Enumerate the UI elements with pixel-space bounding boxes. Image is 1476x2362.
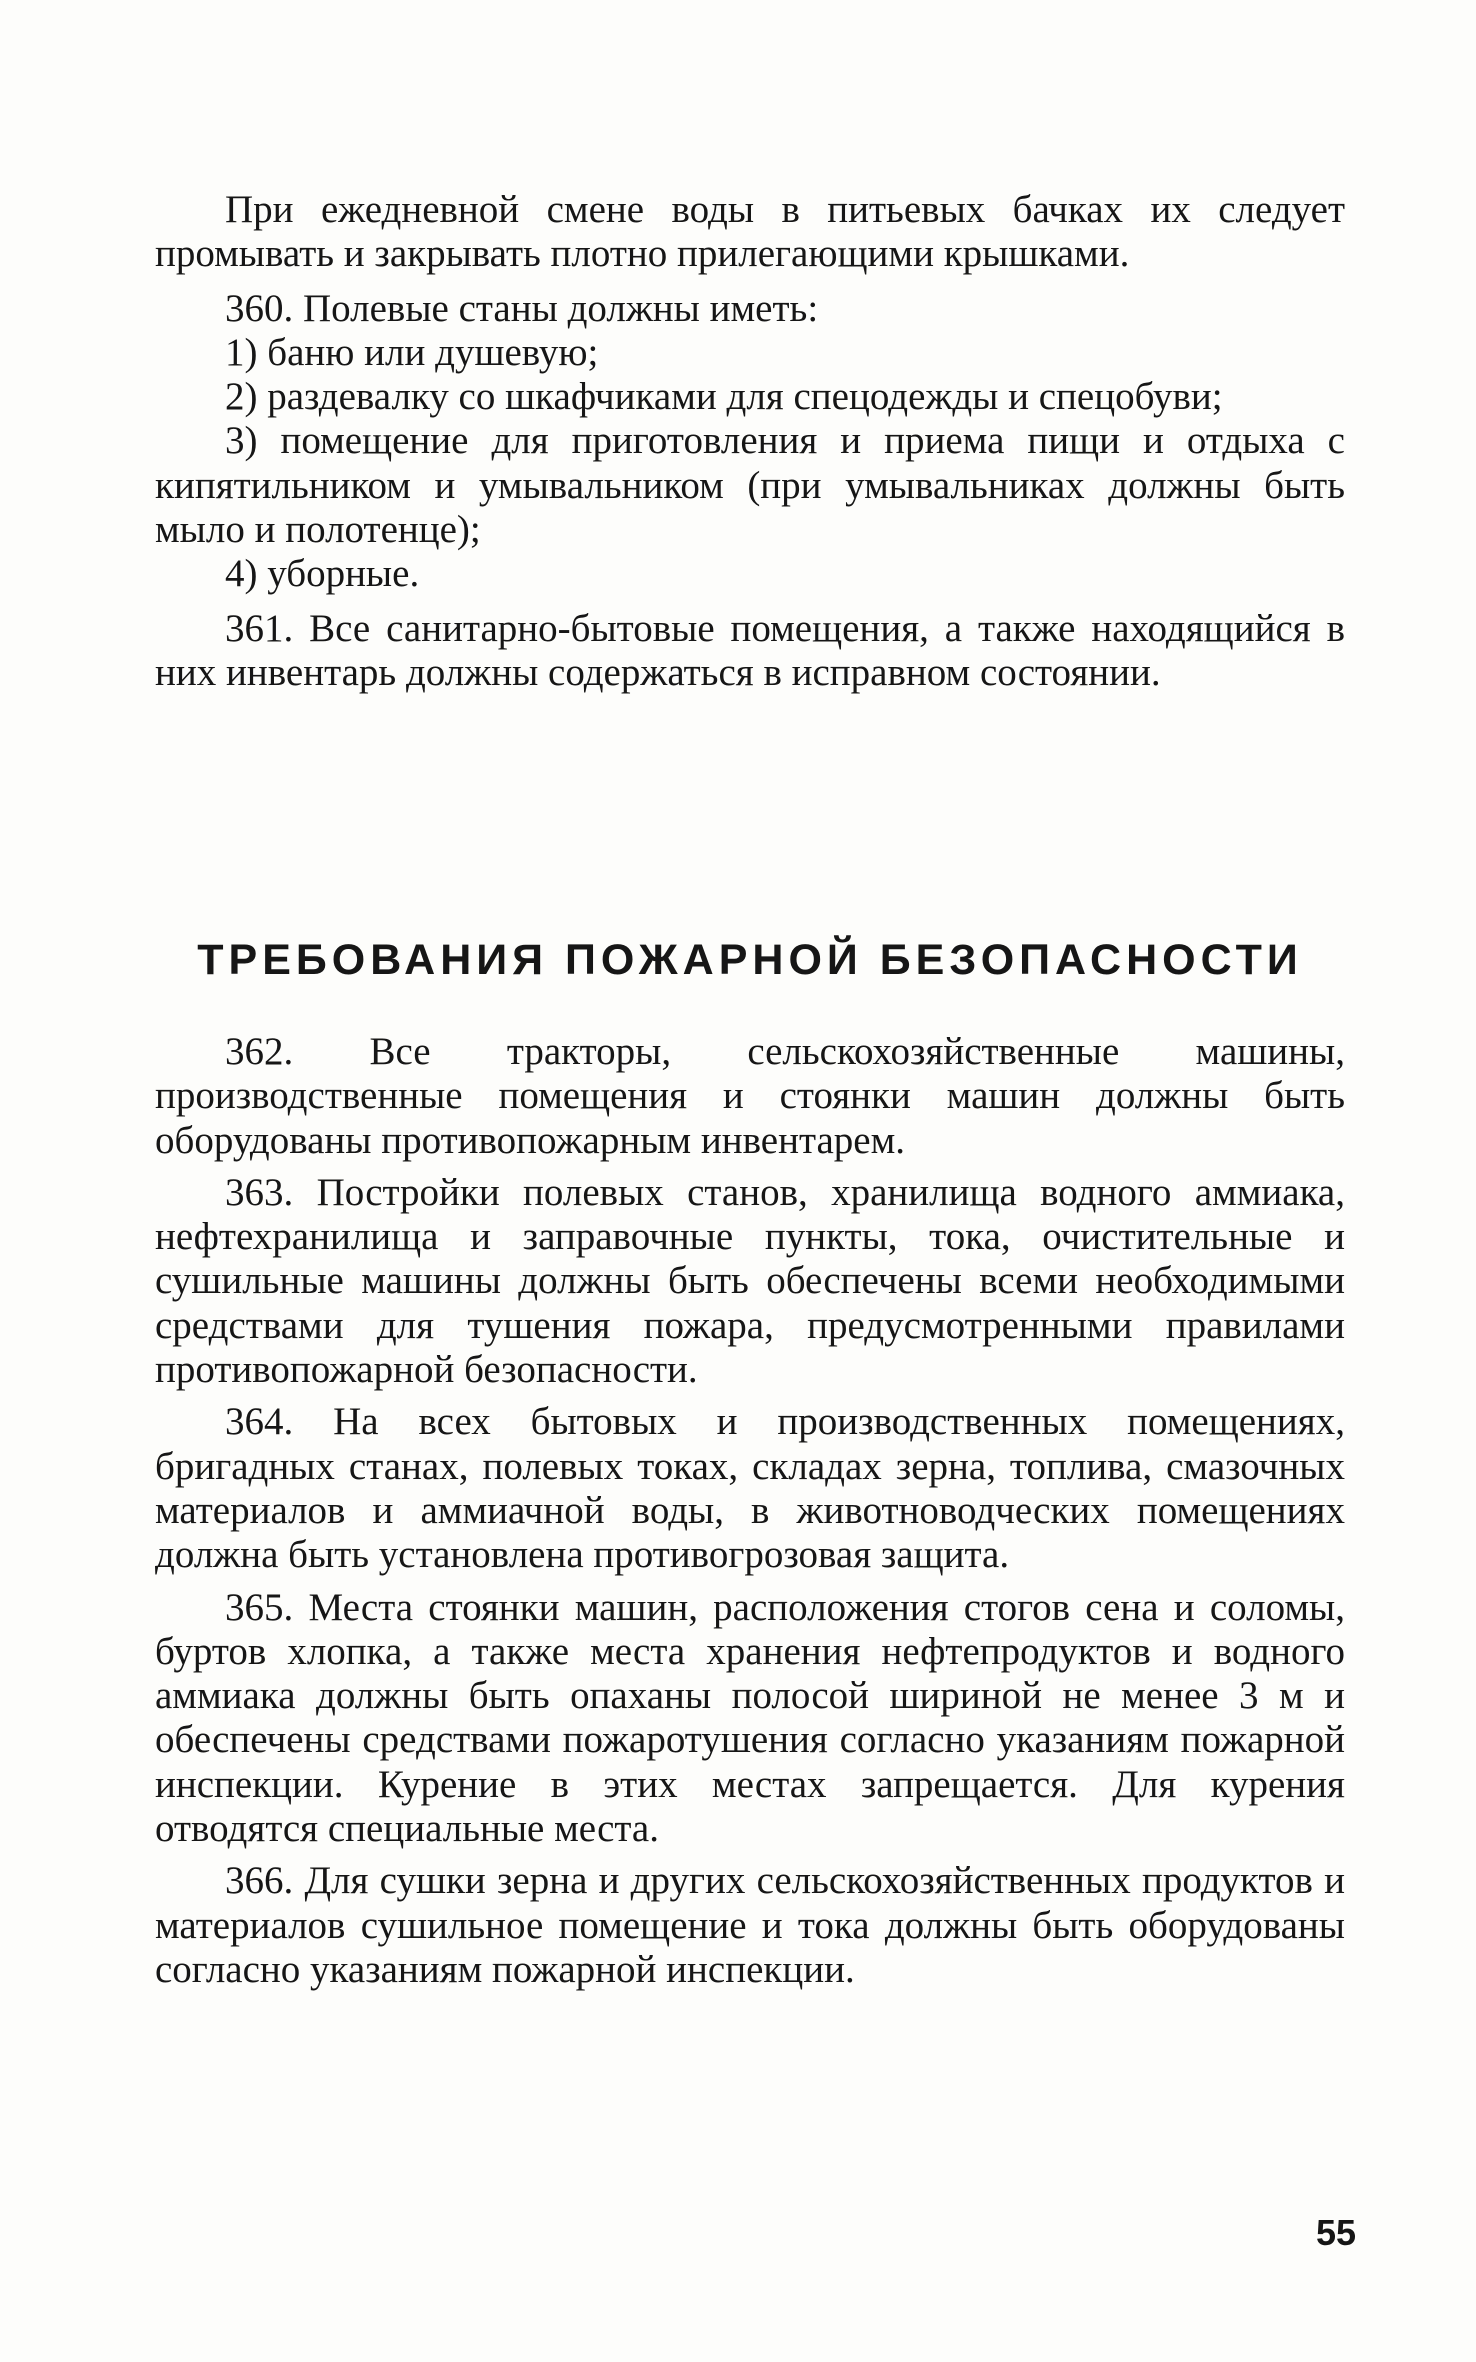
- list-item-360-4: 4) уборные.: [225, 552, 420, 596]
- paragraph-366: 366. Для сушки зерна и других сельскохозяйственных продуктов и материалов сушильное помещение и тока должны быть оборудованы согласно указаниям пожарной инспекции.: [155, 1859, 1345, 1991]
- list-item-360-2: 2) раздевалку со шкафчиками для спецодежды и спецобуви;: [225, 375, 1223, 419]
- paragraph-361: 361. Все санитарно-бытовые помещения, а также находящийся в них инвентарь должны содержаться в исправном состоянии.: [155, 606, 1345, 694]
- list-item-360-1: 1) баню или душевую;: [225, 330, 599, 374]
- paragraph-365: 365. Места стоянки машин, расположения стогов сена и соломы, буртов хлопка, а также места хранения нефтепродуктов и водного аммиака должны быть опаханы полосой шириной не менее 3 м и обеспечены средствами пожаротушения согласно указаниям пожарной инспекции. Курение в этих местах запрещается. Для курения отводятся специальные места.: [155, 1585, 1345, 1851]
- page-number: 55: [1315, 2212, 1356, 2253]
- section-heading: ТРЕБОВАНИЯ ПОЖАРНОЙ БЕЗОПАСНОСТИ: [197, 936, 1303, 984]
- paragraph-360-intro: 360. Полевые станы должны иметь:: [225, 286, 819, 330]
- list-item-360-3: 3) помещение для приготовления и приема пищи и отдыха с кипятильником и умывальником (при умывальниках должны быть мыло и полотенце);: [155, 419, 1345, 552]
- paragraph-364: 364. На всех бытовых и производственных помещениях, бригадных станах, полевых токах, складах зерна, топлива, смазочных материалов и аммиачной воды, в животноводческих помещениях должна быть установлена противогрозовая защита.: [155, 1400, 1345, 1577]
- top-text-block: [155, 188, 1345, 695]
- paragraph-362: 362. Все тракторы, сельскохозяйственные машины, производственные помещения и стоянки машин должны быть оборудованы противопожарным инвентарем.: [155, 1030, 1345, 1162]
- section-text-block: [155, 1030, 1345, 1992]
- paragraph-water-tanks: При ежедневной смене воды в питьевых бачках их следует промывать и закрывать плотно прилегающими крышками.: [155, 188, 1345, 276]
- paragraph-363: 363. Постройки полевых станов, хранилища водного аммиака, нефтехранилища и заправочные пункты, тока, очистительные и сушильные машины должны быть обеспечены всеми необходимыми средствами для тушения пожара, предусмотренными правилами противопожарной безопасности.: [155, 1170, 1345, 1392]
